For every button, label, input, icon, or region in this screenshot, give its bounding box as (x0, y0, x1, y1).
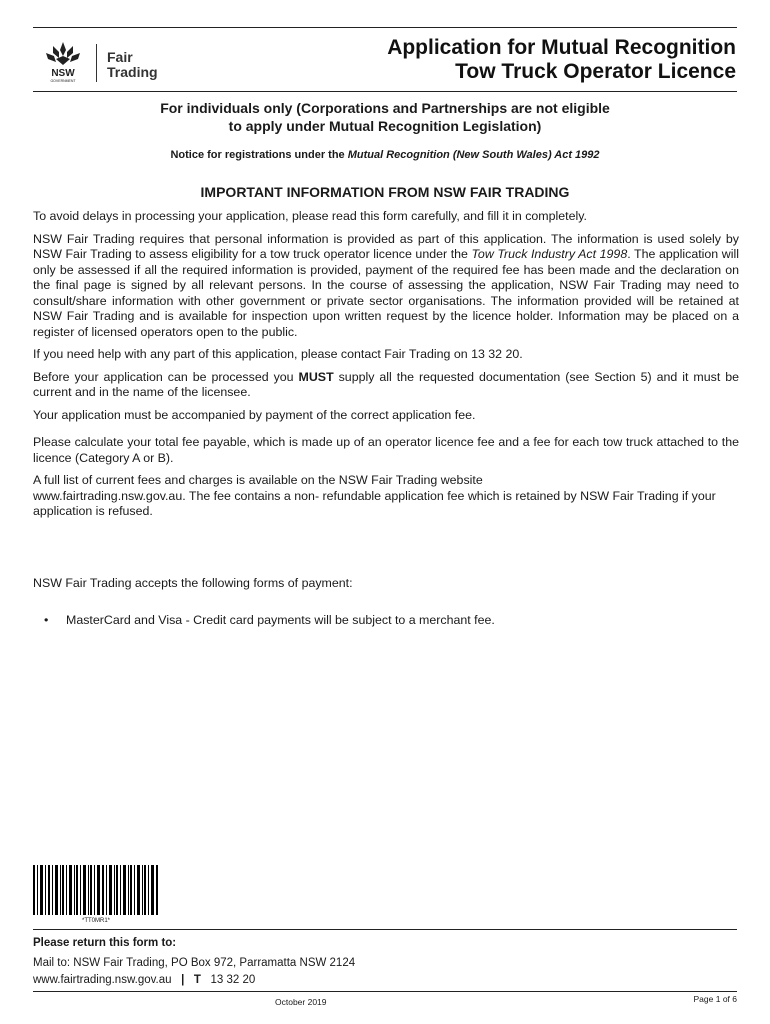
p4-must: MUST (298, 369, 334, 384)
government-logo-text: GOVERNMENT (50, 79, 76, 83)
paragraph-avoid-delays: To avoid delays in processing your application, please read this form carefully, and fill it in completely. (33, 209, 587, 223)
title-line-1: Application for Mutual Recognition (387, 36, 736, 59)
p2-text-b: . The application will only be assessed if all the required information is provided, payment of the required fee has been made and the declaration on the final page is signed by all relevant persons. In the course of assessing the application, NSW Fair Trading may need to consult/share information with other government or private sector organisations. The information provided will be retained at NSW Fair Trading and is available for inspection upon written request by the licence holder. Information may be placed on a register of licensed operators open to the public. (33, 247, 739, 339)
barcode-image (33, 865, 159, 923)
subhead-line-1: For individuals only (Corporations and Partnerships are not eligible (160, 100, 610, 116)
return-rule (33, 929, 737, 930)
page-number: Page 1 of 6 (693, 994, 737, 1004)
logo-text-trading: Trading (107, 64, 158, 80)
footer-date: October 2019 (275, 997, 327, 1007)
p2-act: Tow Truck Industry Act 1998 (471, 247, 628, 261)
top-rule (33, 27, 737, 28)
return-tel-label: T (193, 974, 201, 986)
nsw-logo-text: NSW (51, 68, 75, 79)
barcode-caption: *TT0MR1* (81, 918, 111, 923)
title-rule (33, 91, 737, 92)
payment-bullet-item (44, 613, 495, 627)
paragraph-fee-list (33, 473, 739, 520)
bullet-icon: • (44, 613, 49, 627)
return-heading: Please return this form to: (33, 937, 177, 949)
paragraph-payment-required: Your application must be accompanied by payment of the correct application fee. (33, 407, 476, 422)
important-body (33, 209, 739, 527)
p7-line-1: A full list of current fees and charges is available on the NSW Fair Trading website (33, 473, 483, 487)
registration-notice (33, 149, 737, 161)
logo-text-fair: Fair (107, 49, 133, 65)
eligibility-subheading (33, 99, 737, 135)
paragraph-documentation (33, 370, 739, 401)
payment-bullet-text: MasterCard and Visa - Credit card payments will be subject to a merchant fee. (66, 613, 495, 627)
nsw-fair-trading-logo (40, 38, 170, 84)
payment-intro: NSW Fair Trading accepts the following forms of payment: (33, 576, 353, 590)
return-mail: Mail to: NSW Fair Trading, PO Box 972, Parramatta NSW 2124 (33, 957, 356, 969)
return-tel: 13 32 20 (210, 974, 256, 986)
paragraph-help: If you need help with any part of this application, please contact Fair Trading on 13 32 20. (33, 347, 523, 361)
subhead-line-2: to apply under Mutual Recognition Legislation) (228, 118, 542, 134)
p7-line-2: www.fairtrading.nsw.gov.au. The fee contains a non- refundable application fee which is retained by NSW Fair Trading if your application is refused. (33, 488, 716, 518)
return-contact-line (33, 972, 355, 989)
document-title (387, 36, 736, 84)
footer-rule (33, 991, 737, 992)
return-separator: | (181, 974, 185, 986)
title-line-2: Tow Truck Operator Licence (455, 60, 736, 83)
notice-prefix: Notice for registrations under the (170, 149, 348, 161)
logo-divider (96, 44, 97, 82)
p4-text-a: Before your application can be processed you (33, 369, 299, 384)
p2-text-a: NSW Fair Trading requires that personal information is provided as part of this application. The information is used solely by NSW Fair Trading to assess eligibility for a tow truck operator licence under the (33, 231, 739, 261)
waratah-icon (40, 38, 86, 84)
paragraph-fee-calculation: Please calculate your total fee payable, which is made up of an operator licence fee and a fee for each tow truck attached to the licence (Category A or B). (33, 435, 739, 465)
return-section (33, 935, 355, 989)
p4-text-b: supply all the requested documentation (see Section 5) and it must be current and in the name of the licensee. (33, 369, 740, 399)
paragraph-personal-information (33, 232, 739, 341)
important-heading: IMPORTANT INFORMATION FROM NSW FAIR TRADING (200, 184, 570, 200)
return-website: www.fairtrading.nsw.gov.au (33, 974, 172, 986)
notice-act: Mutual Recognition (New South Wales) Act 1992 (347, 149, 600, 161)
